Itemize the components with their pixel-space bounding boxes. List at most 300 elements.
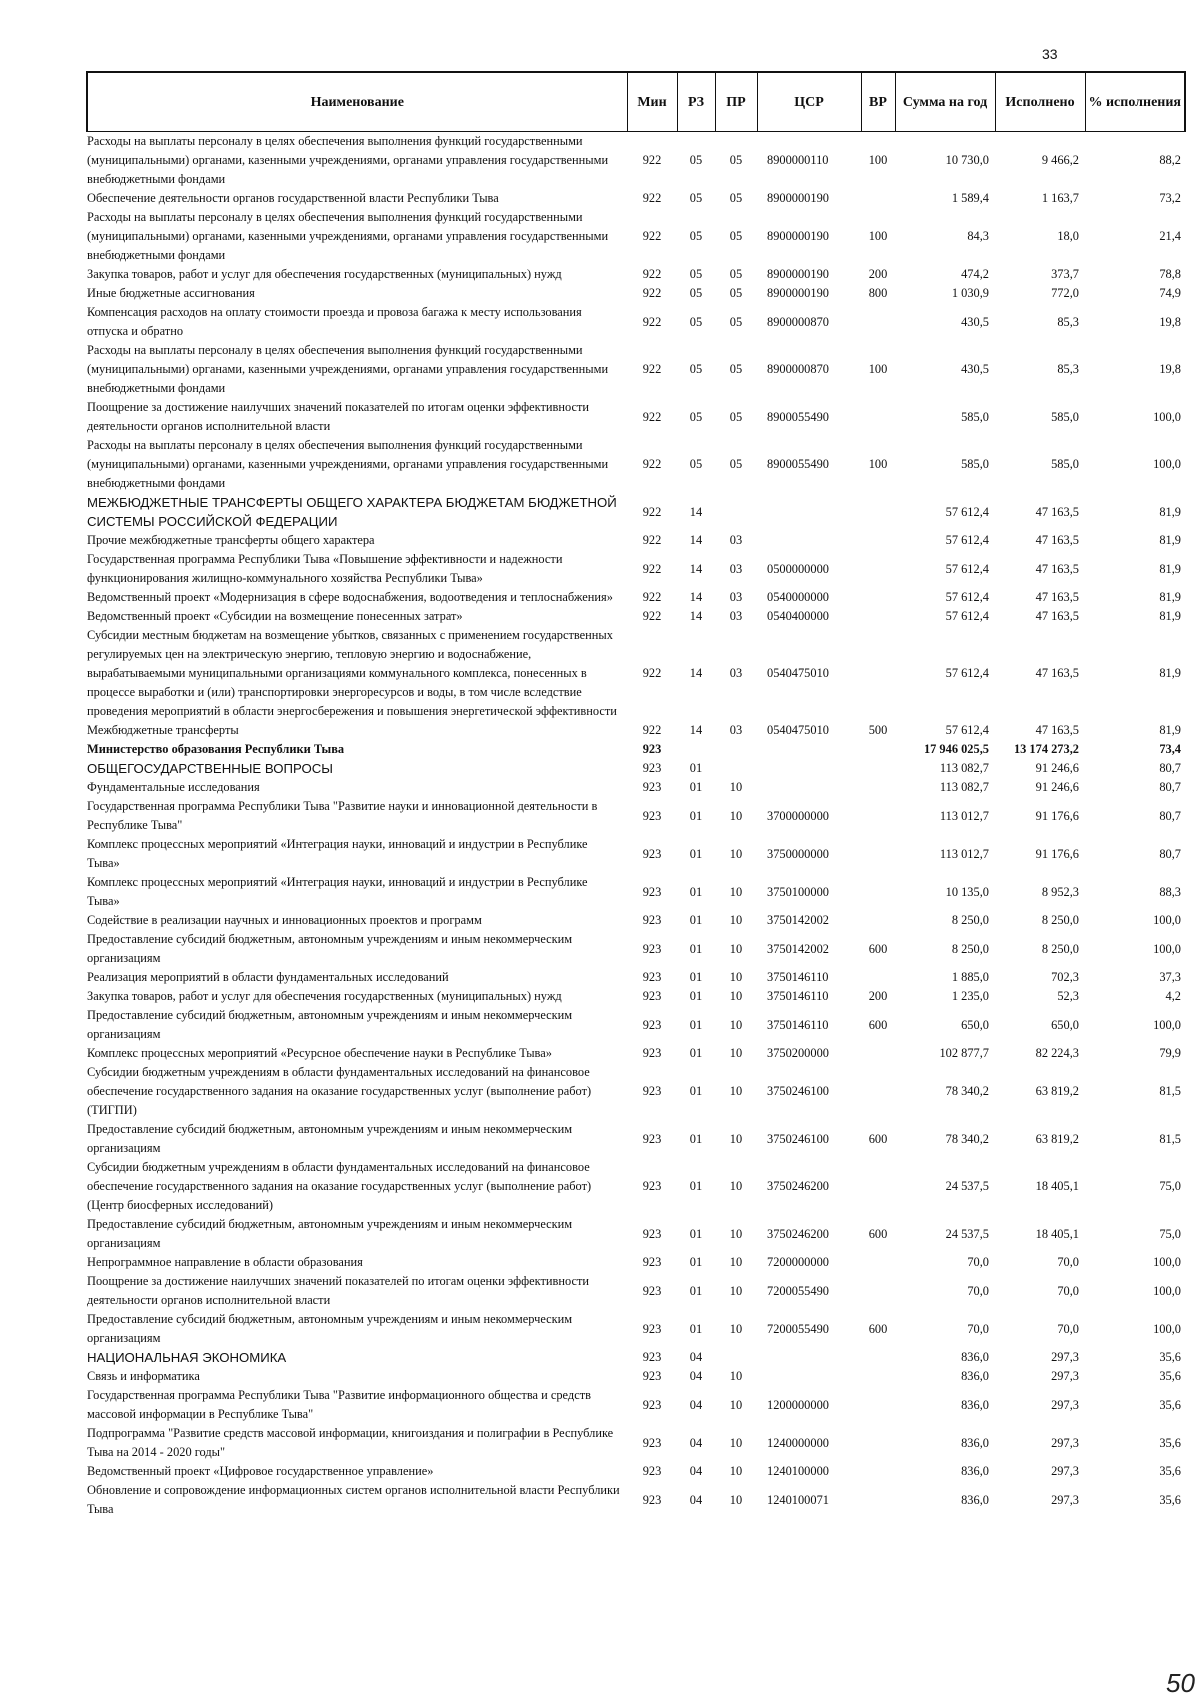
row-csr: 7200055490: [767, 1283, 829, 1298]
row-done: 63 819,2: [1035, 1131, 1079, 1146]
row-pct: 81,9: [1159, 609, 1181, 623]
row-pct: 73,4: [1159, 742, 1181, 756]
row-pct: 73,2: [1159, 191, 1181, 205]
row-name: Содействие в реализации научных и инновационных проектов и программ: [87, 913, 482, 927]
row-pr: 05: [729, 409, 743, 424]
row-sum: 57 612,4: [945, 590, 989, 604]
row-vr: 100: [868, 457, 888, 471]
row-rz: 01: [689, 913, 703, 927]
row-vr: [861, 607, 895, 626]
row-csr: [757, 759, 861, 778]
row-rz: 05: [689, 362, 703, 376]
row-min: 923: [642, 1464, 662, 1478]
row-vr: [861, 740, 895, 759]
row-done: 13 174 273,2: [1013, 742, 1079, 756]
row-vr: [861, 968, 895, 987]
row-rz: 04: [689, 1397, 703, 1412]
row-vr: [861, 493, 895, 531]
row-name: Подпрограмма "Развитие средств массовой информации, книгоиздания и полиграфии в Республике Тыва на 2014 - 2020 годы": [87, 1426, 614, 1459]
row-csr: 3750246100: [767, 1084, 829, 1098]
row-vr: 100: [868, 362, 888, 376]
row-pr: [715, 759, 757, 778]
table-row: [87, 1272, 1185, 1310]
table-row: [87, 1044, 1185, 1063]
row-pr: [715, 1348, 757, 1367]
row-rz: [677, 740, 715, 759]
row-pr: 10: [729, 970, 743, 984]
row-name: МЕЖБЮДЖЕТНЫЕ ТРАНСФЕРТЫ ОБЩЕГО ХАРАКТЕРА БЮДЖЕТАМ БЮДЖЕТНОЙ СИСТЕМЫ РОССИЙСКОЙ ФЕДЕРАЦИИ: [87, 495, 617, 529]
row-min: 922: [642, 153, 662, 167]
row-pct: 81,9: [1159, 533, 1181, 547]
row-done: 70,0: [1057, 1283, 1079, 1298]
row-name: Предоставление субсидий бюджетным, автономным учреждениям и иным некоммерческим организациям: [87, 932, 573, 965]
row-pct: 35,6: [1159, 1464, 1181, 1478]
row-min: 922: [642, 362, 662, 376]
row-pct: 35,6: [1159, 1492, 1181, 1507]
row-name: Государственная программа Республики Тыва «Повышение эффективности и надежности функционирования жилищно-коммунального хозяйства Республики Тыва»: [87, 552, 563, 585]
row-done: 70,0: [1057, 1255, 1079, 1269]
row-pct: 75,0: [1159, 1226, 1181, 1241]
row-name: Иные бюджетные ассигнования: [87, 286, 255, 300]
row-min: 923: [642, 1226, 662, 1241]
row-min: 922: [642, 267, 662, 281]
row-pr: 05: [729, 286, 743, 300]
table-row: [87, 1120, 1185, 1158]
row-rz: 01: [689, 808, 703, 823]
row-min: 923: [642, 1350, 662, 1364]
row-csr: 1240100000: [767, 1464, 829, 1478]
row-csr: [757, 778, 861, 797]
row-csr: 7200055490: [767, 1321, 829, 1336]
row-rz: 01: [689, 1321, 703, 1336]
row-name: Субсидии бюджетным учреждениям в области фундаментальных исследований на финансовое обеспечение государственного задания на оказание государственных услуг (выполнение работ) (ТИГПИ): [87, 1065, 592, 1117]
row-done: 47 163,5: [1035, 723, 1079, 737]
budget-table: [86, 71, 1186, 1519]
row-rz: 14: [689, 609, 703, 623]
row-name: Обеспечение деятельности органов государственной власти Республики Тыва: [87, 191, 499, 205]
row-vr: 600: [868, 1017, 888, 1032]
row-sum: 836,0: [961, 1492, 989, 1507]
row-pct: 19,8: [1159, 362, 1181, 376]
row-pct: 80,7: [1159, 808, 1181, 823]
row-sum: 24 537,5: [945, 1226, 989, 1241]
row-done: 650,0: [1051, 1017, 1079, 1032]
row-pr: 10: [729, 1226, 743, 1241]
row-pr: 03: [729, 533, 743, 547]
row-sum: 430,5: [961, 362, 989, 376]
row-sum: 17 946 025,5: [923, 742, 989, 756]
row-rz: 14: [689, 590, 703, 604]
row-pr: 05: [729, 267, 743, 281]
row-min: 923: [642, 913, 662, 927]
table-row: [87, 835, 1185, 873]
row-csr: 1240100071: [767, 1492, 829, 1507]
row-rz: 01: [689, 761, 703, 775]
row-rz: 01: [689, 1179, 703, 1193]
row-done: 297,3: [1051, 1492, 1079, 1507]
row-done: 702,3: [1051, 970, 1079, 984]
row-pr: 10: [729, 1435, 743, 1450]
row-vr: [861, 778, 895, 797]
row-csr: 0540400000: [767, 609, 829, 623]
row-pr: 10: [729, 1179, 743, 1193]
row-vr: [861, 1272, 895, 1310]
row-pct: 79,9: [1159, 1046, 1181, 1060]
row-min: 923: [642, 1397, 662, 1412]
row-name: Обновление и сопровождение информационных систем органов исполнительной власти Республики Тыва: [87, 1483, 620, 1516]
row-csr: 7200000000: [767, 1255, 829, 1269]
row-vr: 800: [868, 286, 888, 300]
row-pct: 100,0: [1153, 1017, 1181, 1032]
row-sum: 10 730,0: [945, 153, 989, 167]
row-sum: 1 030,9: [951, 286, 989, 300]
row-name: Расходы на выплаты персоналу в целях обеспечения выполнения функций государственными (муниципальными) органами, казенными учреждениями, органами управления государственными внебюджетными фондами: [87, 438, 609, 490]
row-min: 922: [642, 561, 662, 576]
table-row: [87, 778, 1185, 797]
table-row: [87, 1310, 1185, 1348]
row-csr: 1200000000: [767, 1397, 829, 1412]
row-rz: 05: [689, 229, 703, 243]
row-min: 923: [642, 808, 662, 823]
row-vr: 200: [868, 267, 888, 281]
row-vr: [861, 588, 895, 607]
row-pct: 80,7: [1159, 780, 1181, 794]
row-sum: 474,2: [961, 267, 989, 281]
row-rz: 05: [689, 286, 703, 300]
table-row: [87, 341, 1185, 398]
row-pr: 10: [729, 780, 743, 794]
row-csr: 0540475010: [767, 723, 829, 737]
table-row: [87, 797, 1185, 835]
row-csr: 8900055490: [767, 457, 829, 471]
row-csr: 8900000190: [767, 191, 829, 205]
row-name: Закупка товаров, работ и услуг для обеспечения государственных (муниципальных) нужд: [87, 267, 562, 281]
row-pct: 100,0: [1153, 1283, 1181, 1298]
row-done: 63 819,2: [1035, 1084, 1079, 1098]
row-name: Министерство образования Республики Тыва: [87, 742, 345, 756]
row-pct: 100,0: [1153, 457, 1181, 471]
row-csr: 1240000000: [767, 1435, 829, 1450]
row-pr: 10: [729, 913, 743, 927]
table-row: [87, 1462, 1185, 1481]
row-done: 47 163,5: [1035, 666, 1079, 680]
row-vr: [861, 1348, 895, 1367]
row-rz: 14: [689, 723, 703, 737]
row-pr: 10: [729, 1369, 743, 1383]
row-pct: 100,0: [1153, 941, 1181, 956]
row-min: 922: [642, 286, 662, 300]
row-sum: 113 012,7: [939, 808, 989, 823]
table-row: [87, 1215, 1185, 1253]
table-row: [87, 1386, 1185, 1424]
row-pr: 05: [729, 457, 743, 471]
row-rz: 01: [689, 1131, 703, 1146]
table-row: [87, 1367, 1185, 1386]
row-rz: 05: [689, 457, 703, 471]
row-name: Закупка товаров, работ и услуг для обеспечения государственных (муниципальных) нужд: [87, 989, 562, 1003]
table-row: [87, 588, 1185, 607]
row-pct: 81,9: [1159, 590, 1181, 604]
header-min: Мин: [627, 72, 677, 132]
row-name: Комплекс процессных мероприятий «Интеграция науки, инноваций и индустрии в Республике Тыва»: [87, 837, 588, 870]
row-csr: 0540000000: [767, 590, 829, 604]
row-pr: 10: [729, 941, 743, 956]
row-rz: 05: [689, 153, 703, 167]
row-name: Расходы на выплаты персоналу в целях обеспечения выполнения функций государственными (муниципальными) органами, казенными учреждениями, органами управления государственными внебюджетными фондами: [87, 343, 609, 395]
row-pct: 35,6: [1159, 1350, 1181, 1364]
row-csr: 3750246200: [767, 1179, 829, 1193]
row-done: 47 163,5: [1035, 561, 1079, 576]
row-sum: 57 612,4: [945, 561, 989, 576]
row-pct: 81,9: [1159, 561, 1181, 576]
table-row: [87, 1348, 1185, 1367]
row-sum: 836,0: [961, 1464, 989, 1478]
row-pct: 75,0: [1159, 1179, 1181, 1193]
row-pct: 4,2: [1165, 989, 1181, 1003]
row-min: 923: [642, 1131, 662, 1146]
row-csr: [757, 493, 861, 531]
table-row: [87, 607, 1185, 626]
row-done: 1 163,7: [1041, 191, 1079, 205]
row-pr: 05: [729, 229, 743, 243]
row-pr: 05: [729, 191, 743, 205]
row-rz: 01: [689, 1255, 703, 1269]
row-pct: 19,8: [1159, 314, 1181, 329]
row-sum: 84,3: [967, 229, 989, 243]
row-min: 923: [642, 970, 662, 984]
row-vr: [861, 1481, 895, 1519]
row-rz: 14: [689, 533, 703, 547]
table-row: [87, 493, 1185, 531]
row-pct: 81,5: [1159, 1084, 1181, 1098]
row-min: 922: [642, 191, 662, 205]
table-row: [87, 930, 1185, 968]
row-sum: 10 135,0: [945, 884, 989, 899]
row-vr: [861, 1424, 895, 1462]
row-done: 91 246,6: [1035, 780, 1079, 794]
row-sum: 57 612,4: [945, 666, 989, 680]
row-csr: 3750100000: [767, 884, 829, 899]
row-sum: 113 012,7: [939, 846, 989, 861]
row-vr: [861, 531, 895, 550]
row-name: Ведомственный проект «Модернизация в сфере водоснабжения, водоотведения и теплоснабжения»: [87, 590, 613, 604]
row-csr: 3750246200: [767, 1226, 829, 1241]
row-min: 923: [642, 941, 662, 956]
row-rz: 14: [689, 561, 703, 576]
row-csr: 8900000870: [767, 362, 829, 376]
row-sum: 430,5: [961, 314, 989, 329]
row-min: 923: [642, 1084, 662, 1098]
table-row: [87, 1063, 1185, 1120]
row-pct: 81,9: [1159, 723, 1181, 737]
row-pct: 78,8: [1159, 267, 1181, 281]
row-name: Субсидии местным бюджетам на возмещение убытков, связанных с применением государственных регулируемых цен на электрическую энергию, тепловую энергию и водоснабжение, вырабатываемыми муниципальными организациями коммунального комплекса, понесенных в процессе выработки и (или) транспортировки энергоресурсов и воды, в том числе вследствие проведения мероприятий в области энергосбережения и повышения энергетической эффективности: [87, 628, 617, 718]
row-pct: 35,6: [1159, 1397, 1181, 1412]
row-vr: [861, 1367, 895, 1386]
row-min: 922: [642, 723, 662, 737]
row-rz: 05: [689, 267, 703, 281]
row-rz: 05: [689, 314, 703, 329]
row-rz: 04: [689, 1435, 703, 1450]
row-pr: 03: [729, 609, 743, 623]
row-name: Межбюджетные трансферты: [87, 723, 239, 737]
row-min: 923: [642, 846, 662, 861]
row-vr: [861, 1063, 895, 1120]
row-pct: 35,6: [1159, 1435, 1181, 1450]
row-pct: 21,4: [1159, 229, 1181, 243]
table-row: [87, 968, 1185, 987]
row-done: 8 250,0: [1041, 913, 1079, 927]
row-done: 297,3: [1051, 1464, 1079, 1478]
row-sum: 836,0: [961, 1369, 989, 1383]
row-sum: 113 082,7: [939, 780, 989, 794]
row-done: 47 163,5: [1035, 590, 1079, 604]
row-rz: 01: [689, 1084, 703, 1098]
header-sum: Сумма на год: [895, 72, 995, 132]
row-done: 772,0: [1051, 286, 1079, 300]
row-vr: [861, 1253, 895, 1272]
row-sum: 102 877,7: [939, 1046, 989, 1060]
row-name: Предоставление субсидий бюджетным, автономным учреждениям и иным некоммерческим организациям: [87, 1008, 573, 1041]
row-min: 922: [642, 533, 662, 547]
row-done: 9 466,2: [1041, 153, 1079, 167]
row-rz: 04: [689, 1369, 703, 1383]
row-sum: 1 589,4: [951, 191, 989, 205]
page-number: 33: [1042, 46, 1058, 62]
row-pct: 88,3: [1159, 884, 1181, 899]
table-row: [87, 1253, 1185, 1272]
row-rz: 04: [689, 1350, 703, 1364]
row-vr: 600: [868, 941, 888, 956]
row-csr: 3750000000: [767, 846, 829, 861]
row-min: 922: [642, 229, 662, 243]
header-pct: % исполнения: [1085, 72, 1185, 132]
row-name: Поощрение за достижение наилучших значений показателей по итогам оценки эффективности деятельности органов исполнительной власти: [87, 1274, 590, 1307]
row-vr: 200: [868, 989, 888, 1003]
row-name: Предоставление субсидий бюджетным, автономным учреждениям и иным некоммерческим организациям: [87, 1217, 573, 1250]
row-done: 297,3: [1051, 1350, 1079, 1364]
row-name: Компенсация расходов на оплату стоимости проезда и провоза багажа к месту использования отпуска и обратно: [87, 305, 582, 338]
row-pr: 10: [729, 989, 743, 1003]
row-done: 585,0: [1051, 409, 1079, 424]
row-pct: 100,0: [1153, 409, 1181, 424]
row-vr: [861, 303, 895, 341]
row-vr: [861, 797, 895, 835]
row-done: 585,0: [1051, 457, 1079, 471]
row-vr: [861, 1386, 895, 1424]
row-sum: 78 340,2: [945, 1131, 989, 1146]
row-name: Расходы на выплаты персоналу в целях обеспечения выполнения функций государственными (муниципальными) органами, казенными учреждениями, органами управления государственными внебюджетными фондами: [87, 134, 609, 186]
row-min: 923: [642, 1283, 662, 1298]
row-pct: 74,9: [1159, 286, 1181, 300]
row-pr: 10: [729, 808, 743, 823]
table-row: [87, 303, 1185, 341]
row-vr: [861, 911, 895, 930]
row-vr: [861, 873, 895, 911]
row-vr: [861, 550, 895, 588]
table-row: [87, 208, 1185, 265]
row-pct: 81,9: [1159, 666, 1181, 680]
row-pct: 80,7: [1159, 846, 1181, 861]
row-rz: 14: [689, 504, 703, 519]
table-row: [87, 550, 1185, 588]
row-pr: 05: [729, 153, 743, 167]
row-done: 91 176,6: [1035, 846, 1079, 861]
row-done: 91 176,6: [1035, 808, 1079, 823]
row-done: 8 250,0: [1041, 941, 1079, 956]
row-min: 923: [642, 1435, 662, 1450]
row-pr: 10: [729, 1321, 743, 1336]
row-sum: 70,0: [967, 1255, 989, 1269]
row-done: 373,7: [1051, 267, 1079, 281]
row-csr: 3750146110: [767, 970, 829, 984]
row-name: Непрограммное направление в области образования: [87, 1255, 363, 1269]
header-vr: ВР: [861, 72, 895, 132]
row-sum: 836,0: [961, 1435, 989, 1450]
row-csr: 3750200000: [767, 1046, 829, 1060]
row-name: Ведомственный проект «Цифровое государственное управление»: [87, 1464, 434, 1478]
table-row: [87, 398, 1185, 436]
row-pr: 10: [729, 1017, 743, 1032]
row-name: Фундаментальные исследования: [87, 780, 260, 794]
row-name: Поощрение за достижение наилучших значений показателей по итогам оценки эффективности деятельности органов исполнительной власти: [87, 400, 590, 433]
row-done: 91 246,6: [1035, 761, 1079, 775]
row-csr: [757, 531, 861, 550]
row-name: Комплекс процессных мероприятий «Ресурсное обеспечение науки в Республике Тыва»: [87, 1046, 552, 1060]
row-done: 85,3: [1057, 362, 1079, 376]
row-vr: 600: [868, 1226, 888, 1241]
row-name: Ведомственный проект «Субсидии на возмещение понесенных затрат»: [87, 609, 463, 623]
row-vr: [861, 398, 895, 436]
table-row: [87, 265, 1185, 284]
row-rz: 01: [689, 970, 703, 984]
row-vr: 500: [868, 723, 888, 737]
row-pr: 10: [729, 846, 743, 861]
row-csr: [757, 1367, 861, 1386]
row-vr: 100: [868, 153, 888, 167]
row-sum: 836,0: [961, 1350, 989, 1364]
row-sum: 113 082,7: [939, 761, 989, 775]
row-csr: [757, 1348, 861, 1367]
table-row: [87, 987, 1185, 1006]
table-row: [87, 436, 1185, 493]
row-done: 297,3: [1051, 1397, 1079, 1412]
row-rz: 05: [689, 409, 703, 424]
row-done: 18 405,1: [1035, 1179, 1079, 1193]
row-pct: 81,5: [1159, 1131, 1181, 1146]
row-rz: 01: [689, 884, 703, 899]
row-sum: 57 612,4: [945, 723, 989, 737]
row-sum: 836,0: [961, 1397, 989, 1412]
row-sum: 650,0: [961, 1017, 989, 1032]
table-row: [87, 721, 1185, 740]
table-row: [87, 284, 1185, 303]
row-pr: 10: [729, 1492, 743, 1507]
table-row: [87, 740, 1185, 759]
row-rz: 01: [689, 1017, 703, 1032]
row-csr: 8900000190: [767, 229, 829, 243]
row-vr: [861, 1462, 895, 1481]
row-name: Расходы на выплаты персоналу в целях обеспечения выполнения функций государственными (муниципальными) органами, казенными учреждениями, органами управления государственными внебюджетными фондами: [87, 210, 609, 262]
row-pr: 10: [729, 1131, 743, 1146]
row-pct: 81,9: [1159, 504, 1181, 519]
row-vr: 100: [868, 229, 888, 243]
table-row: [87, 626, 1185, 721]
row-sum: 78 340,2: [945, 1084, 989, 1098]
table-row: [87, 873, 1185, 911]
row-rz: 01: [689, 1046, 703, 1060]
table-row: [87, 1158, 1185, 1215]
